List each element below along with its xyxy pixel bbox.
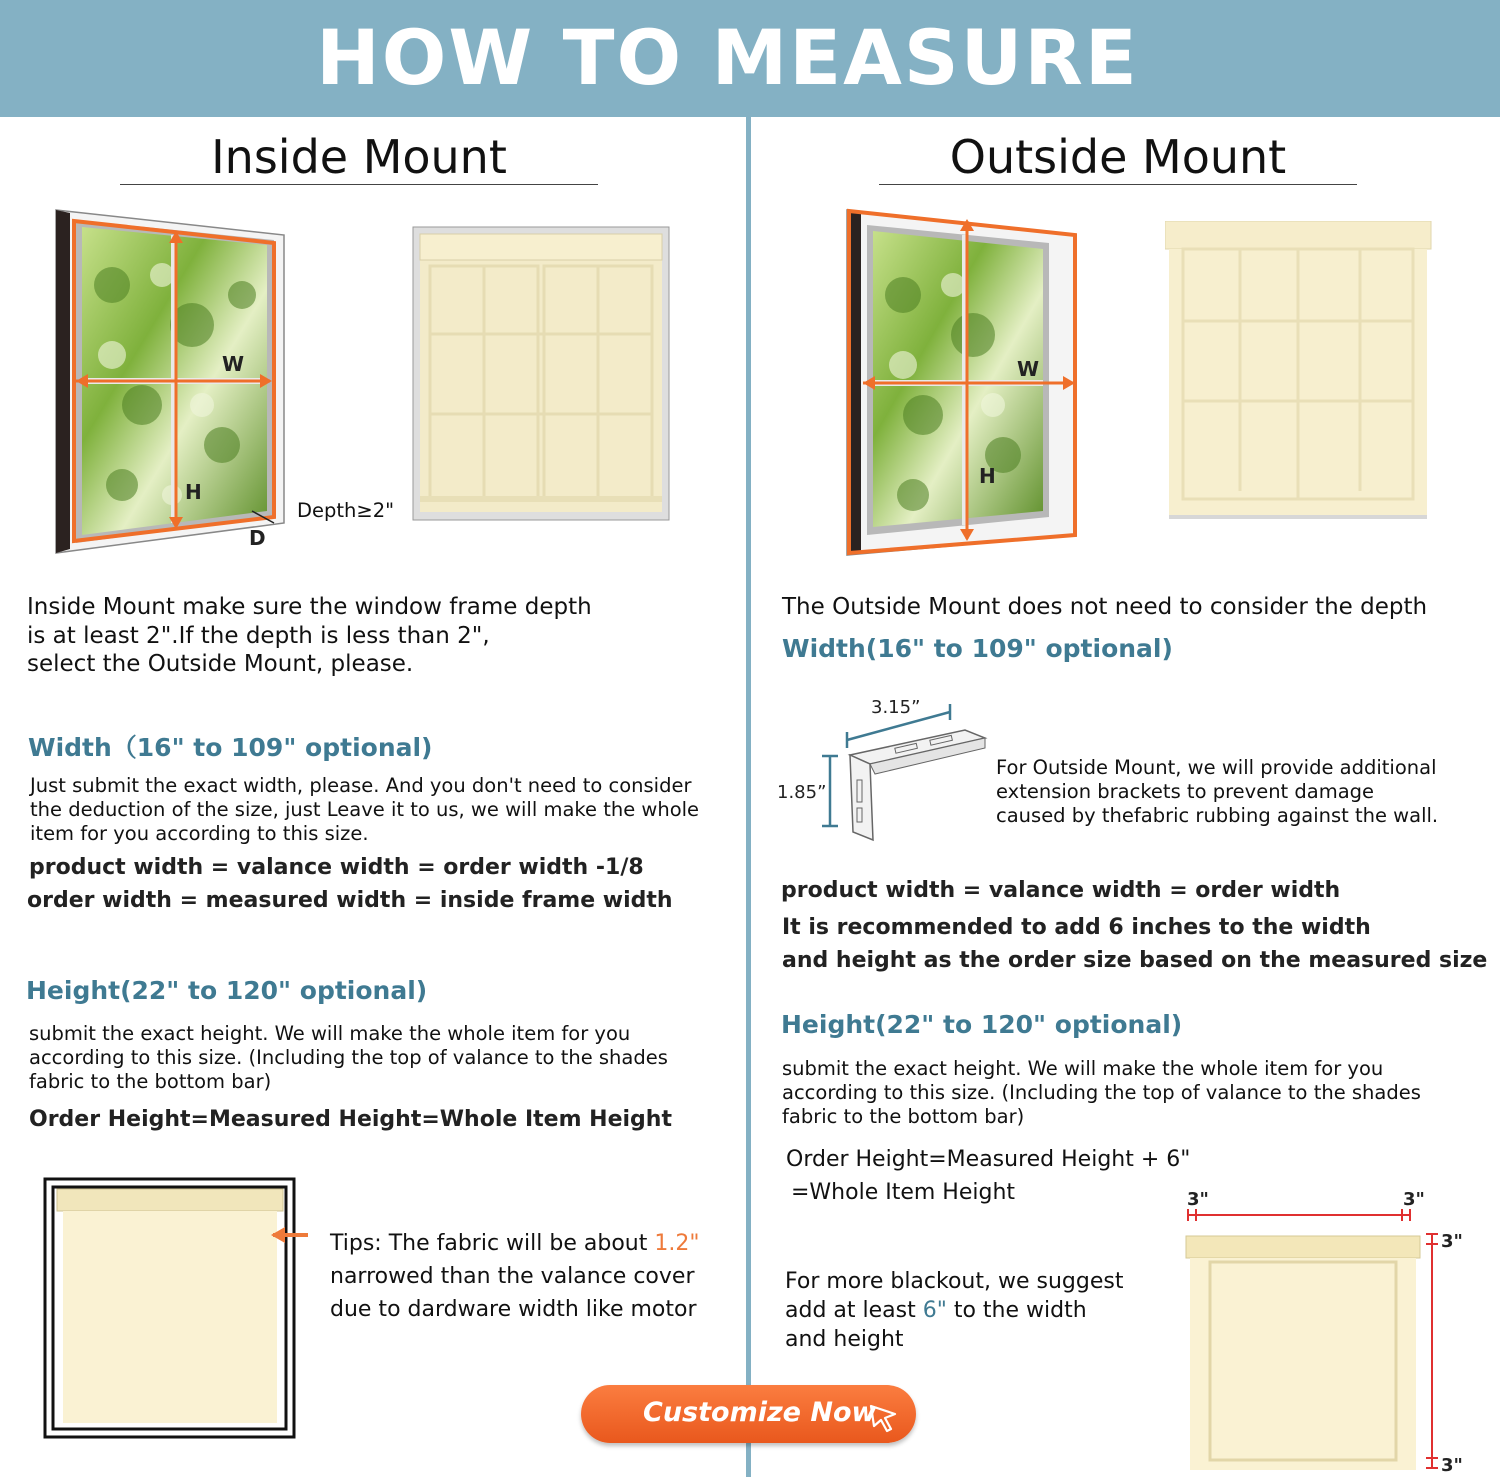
inside-height-formula: Order Height=Measured Height=Whole Item Height: [29, 1107, 672, 1132]
inside-height-text: submit the exact height. We will make the whole item for you according to this size. (Including the top of valance to the shades fabric to the bottom bar): [29, 1022, 668, 1093]
inside-h-label: H: [185, 480, 202, 504]
bracket-length-label: 3.15”: [871, 697, 921, 718]
inside-d-label: D: [249, 526, 266, 550]
blackout-suggestion: For more blackout, we suggest add at least 6" to the width and height: [785, 1269, 1124, 1352]
inside-depth-label: Depth≥2": [297, 499, 395, 522]
bracket-description: For Outside Mount, we will provide additional extension brackets to prevent damage caused by thefabric rubbing against the wall.: [996, 756, 1439, 827]
ext-bottom-label: 3": [1441, 1455, 1463, 1474]
inside-width-heading: Width（16" to 109" optional): [28, 733, 433, 762]
tip-value: 1.2": [654, 1231, 700, 1256]
inside-intro: Inside Mount make sure the window frame depth is at least 2".If the depth is less than 2", select the Outside Mount, please.: [27, 594, 592, 677]
outside-title-rule: [879, 184, 1357, 185]
outside-formula-3: and height as the order size based on the measured size: [782, 948, 1488, 973]
customize-now-button[interactable]: [581, 1385, 916, 1443]
blackout-value: 6": [922, 1298, 947, 1323]
outside-w-label: W: [1017, 357, 1040, 381]
inside-formula-2: order width = measured width = inside frame width: [27, 888, 673, 913]
outside-window-diagram: [843, 205, 1088, 560]
ext-left-label: 3": [1187, 1189, 1209, 1210]
ext-top-label: 3": [1441, 1231, 1463, 1252]
inside-height-heading: Height(22" to 120" optional): [26, 976, 428, 1005]
customize-now-label: Customize Now: [643, 1397, 877, 1428]
page-title: HOW TO MEASURE: [316, 13, 1139, 102]
outside-height-formula: Order Height=Measured Height + 6" =Whole Item Height: [786, 1147, 1191, 1205]
inside-mount-title: Inside Mount: [211, 130, 507, 184]
outside-mount-title: Outside Mount: [949, 130, 1287, 184]
outside-h-label: H: [979, 464, 996, 488]
outside-height-text: submit the exact height. We will make the whole item for you according to this size. (Including the top of valance to the shades fabric to the bottom bar): [782, 1057, 1421, 1128]
outside-width-heading: Width(16" to 109" optional): [782, 634, 1173, 663]
ext-right-label: 3": [1403, 1189, 1425, 1210]
inside-w-label: W: [222, 352, 245, 376]
cursor-icon: [867, 1400, 901, 1434]
bracket-height-label: 1.85”: [777, 782, 827, 803]
inside-shade-illustration: [412, 226, 672, 522]
inside-width-text: Just submit the exact width, please. And you don't need to consider the deduction of the size, just Leave it to us, we will make the whole item for you according to this size.: [30, 774, 700, 845]
outside-extension-diagram: [1178, 1184, 1468, 1474]
center-divider: [746, 117, 751, 1477]
inside-formula-1: product width = valance width = order width -1/8: [29, 855, 644, 880]
outside-formula-2: It is recommended to add 6 inches to the width: [782, 915, 1371, 940]
extension-bracket-diagram: [775, 690, 990, 850]
outside-formula-1: product width = valance width = order width: [781, 878, 1341, 903]
inside-tip: Tips: The fabric will be about 1.2" narrowed than the valance cover due to dardware width like motor: [330, 1231, 700, 1322]
outside-intro: The Outside Mount does not need to consider the depth: [782, 594, 1428, 620]
inside-fabric-diagram: [43, 1177, 338, 1441]
outside-height-heading: Height(22" to 120" optional): [781, 1010, 1183, 1039]
outside-shade-illustration: [1165, 221, 1433, 523]
inside-title-rule: [120, 184, 598, 185]
